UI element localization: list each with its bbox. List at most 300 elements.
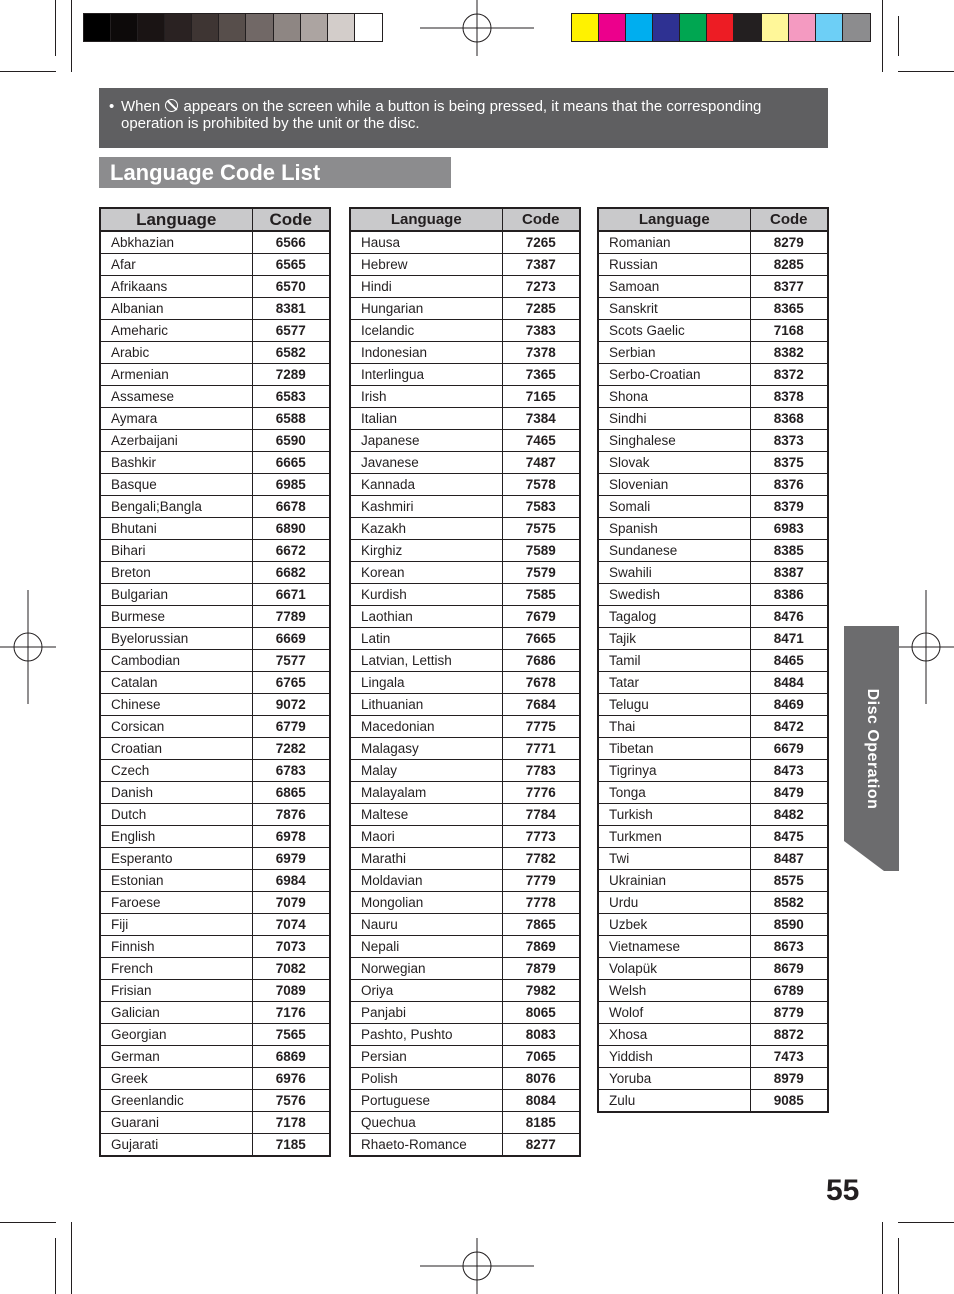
language-column-header: Language [350,208,502,231]
color-swatch [246,14,273,41]
table-row [350,958,580,980]
language-code: 7575 [502,518,580,540]
table-row [598,408,828,430]
language-code: 6588 [252,408,330,430]
color-swatch [84,14,111,41]
table-row [598,980,828,1002]
table-row [100,474,330,496]
table-row [350,320,580,342]
section-side-tab [844,626,899,871]
language-code: 8575 [750,870,828,892]
language-code: 8590 [750,914,828,936]
language-code: 8365 [750,298,828,320]
table-row [100,716,330,738]
table-row [350,606,580,628]
crop-mark [55,0,56,56]
language-name: Turkish [598,804,750,826]
language-code: 8779 [750,1002,828,1024]
language-code: 8482 [750,804,828,826]
crop-mark [0,1222,56,1223]
language-name: Croatian [100,738,252,760]
language-name: Romanian [598,231,750,254]
language-name: Lithuanian [350,694,502,716]
language-code: 6869 [252,1046,330,1068]
table-row [100,496,330,518]
language-code: 7876 [252,804,330,826]
color-swatch [572,14,599,41]
table-row [100,870,330,892]
language-name: Samoan [598,276,750,298]
language-name: Georgian [100,1024,252,1046]
language-name: Laothian [350,606,502,628]
table-row [100,606,330,628]
table-row [598,320,828,342]
language-name: Byelorussian [100,628,252,650]
language-name: Spanish [598,518,750,540]
language-name: Abkhazian [100,231,252,254]
language-code: 6577 [252,320,330,342]
table-row [598,826,828,848]
table-row [100,738,330,760]
table-row [350,848,580,870]
table-row [598,364,828,386]
table-row [350,782,580,804]
table-row [100,1024,330,1046]
language-code: 7285 [502,298,580,320]
table-row [100,760,330,782]
language-code: 7778 [502,892,580,914]
table-row [598,716,828,738]
language-code: 7879 [502,958,580,980]
language-name: Esperanto [100,848,252,870]
language-code: 7185 [275,1136,306,1152]
language-code: 7168 [750,320,828,342]
table-row [598,452,828,474]
language-code: 7073 [252,936,330,958]
registration-mark-bottom [420,1238,534,1294]
language-code: 7265 [502,231,580,254]
language-code: 7178 [252,1112,330,1134]
table-row [350,496,580,518]
language-name: Kurdish [350,584,502,606]
table-row [100,364,330,386]
language-name: Persian [350,1046,502,1068]
language-name: Swahili [598,562,750,584]
language-code: 7089 [252,980,330,1002]
language-name: Malay [350,760,502,782]
table-row [598,650,828,672]
table-row [100,452,330,474]
language-name: Moldavian [350,870,502,892]
language-name: Tagalog [598,606,750,628]
table-row [100,958,330,980]
language-code: 6985 [252,474,330,496]
language-code: 7865 [502,914,580,936]
table-row [350,231,580,254]
language-name: Catalan [100,672,252,694]
language-name: Afrikaans [100,276,252,298]
language-code-table-1 [99,207,331,1157]
language-name: Hindi [350,276,502,298]
language-code: 8472 [750,716,828,738]
language-name: Twi [598,848,750,870]
language-code: 7583 [502,496,580,518]
language-code: 8465 [750,650,828,672]
language-code: 8582 [750,892,828,914]
table-row [598,562,828,584]
language-code: 6665 [252,452,330,474]
language-name: Bashkir [100,452,252,474]
page-number: 55 [826,1174,860,1207]
table-row [100,540,330,562]
language-name: Greek [100,1068,252,1090]
table-row [100,254,330,276]
language-code: 7686 [502,650,580,672]
crop-mark [71,0,72,72]
language-code: 8473 [750,760,828,782]
table-row [100,782,330,804]
table-row [100,1046,330,1068]
language-code: 7065 [502,1046,580,1068]
language-name: Albanian [100,298,252,320]
language-code: 6682 [252,562,330,584]
language-code: 8378 [750,386,828,408]
table-row [100,936,330,958]
language-name: Cambodian [100,650,252,672]
table-row [598,342,828,364]
language-code: 8475 [750,826,828,848]
language-name: Telugu [598,694,750,716]
color-swatch [165,14,192,41]
crop-mark [71,1222,72,1294]
language-name: Somali [598,496,750,518]
language-code: 8386 [750,584,828,606]
table-row [598,276,828,298]
language-name: Swedish [598,584,750,606]
language-name: Hebrew [350,254,502,276]
registration-mark-top [420,0,534,60]
language-code: 7384 [502,408,580,430]
language-name: Danish [100,782,252,804]
language-code: 6590 [252,430,330,452]
language-code: 6582 [252,342,330,364]
table-row [598,958,828,980]
language-name: Ameharic [100,320,252,342]
language-code: 8872 [750,1024,828,1046]
language-name: Burmese [100,606,252,628]
table-row [100,914,330,936]
table-row [350,826,580,848]
language-code: 7776 [502,782,580,804]
language-name: Sundanese [598,540,750,562]
table-row [350,892,580,914]
table-row [350,562,580,584]
language-code: 6890 [252,518,330,540]
language-code: 8185 [502,1112,580,1134]
table-row [100,408,330,430]
language-name: Bihari [100,540,252,562]
section-title: Language Code List [99,157,451,188]
language-name: Sindhi [598,408,750,430]
language-column-header: Language [100,208,252,231]
language-code: 7383 [502,320,580,342]
language-code: 7779 [502,870,580,892]
language-code: 7273 [502,276,580,298]
language-name: Indonesian [350,342,502,364]
language-code: 8679 [750,958,828,980]
language-name: Armenian [100,364,252,386]
language-name: Fiji [100,914,252,936]
language-name: Galician [100,1002,252,1024]
language-code: 7789 [252,606,330,628]
language-code: 8277 [525,1136,556,1152]
table-row [100,298,330,320]
language-code: 6765 [252,672,330,694]
language-code: 8387 [750,562,828,584]
language-name: Welsh [598,980,750,1002]
language-name: Yiddish [598,1046,750,1068]
language-code: 8084 [502,1090,580,1112]
language-name: Uzbek [598,914,750,936]
language-name: Estonian [100,870,252,892]
grayscale-color-bar [83,13,383,42]
language-name: Wolof [598,1002,750,1024]
language-name: Polish [350,1068,502,1090]
language-code: 7487 [502,452,580,474]
language-code: 8382 [750,342,828,364]
language-name: Tigrinya [598,760,750,782]
language-code: 7473 [750,1046,828,1068]
table-row [350,738,580,760]
process-color-bar [571,13,871,42]
color-swatch [301,14,328,41]
color-swatch [355,14,382,41]
prohibited-operation-note [99,88,828,148]
color-swatch [274,14,301,41]
color-swatch [762,14,789,41]
table-row [350,936,580,958]
language-code: 6679 [750,738,828,760]
table-row [598,628,828,650]
table-row [350,672,580,694]
language-name: English [100,826,252,848]
language-code: 6570 [252,276,330,298]
language-code: 7982 [502,980,580,1002]
language-name: Japanese [350,430,502,452]
language-code: 7665 [502,628,580,650]
table-row [598,936,828,958]
language-code: 8285 [750,254,828,276]
table-row [100,1112,330,1134]
language-code: 7585 [502,584,580,606]
table-row [350,584,580,606]
table-row [350,254,580,276]
table-row [598,804,828,826]
language-code: 6983 [750,518,828,540]
language-code: 6678 [252,496,330,518]
language-name: Slovak [598,452,750,474]
table-row [100,1002,330,1024]
table-row [100,1068,330,1090]
language-name: Aymara [100,408,252,430]
table-row [350,716,580,738]
table-row [598,430,828,452]
table-row [350,1090,580,1112]
table-row [598,1090,828,1113]
language-name: Tamil [598,650,750,672]
language-name: Macedonian [350,716,502,738]
crop-mark [882,1222,883,1294]
registration-mark-left [0,590,56,704]
language-name: Finnish [100,936,252,958]
language-name: Vietnamese [598,936,750,958]
language-name: Hungarian [350,298,502,320]
table-row [598,760,828,782]
language-code: 6671 [252,584,330,606]
table-row [598,584,828,606]
language-code: 8279 [750,231,828,254]
table-row [100,430,330,452]
language-code: 8373 [750,430,828,452]
note-bullet: • [109,98,115,115]
crop-mark [882,0,883,72]
table-row [350,276,580,298]
language-code: 8469 [750,694,828,716]
table-row [350,1024,580,1046]
language-name: Tatar [598,672,750,694]
language-code: 6565 [252,254,330,276]
language-name: Italian [350,408,502,430]
color-swatch [192,14,219,41]
language-code: 6984 [252,870,330,892]
language-name: Nauru [350,914,502,936]
code-column-header: Code [750,208,828,231]
crop-mark [898,71,954,72]
language-code: 7565 [252,1024,330,1046]
language-name: Maltese [350,804,502,826]
language-name: Pashto, Pushto [350,1024,502,1046]
table-row [350,474,580,496]
language-name: Czech [100,760,252,782]
language-name: Rhaeto-Romance [350,1134,502,1157]
color-swatch [626,14,653,41]
language-code: 7869 [502,936,580,958]
language-name: Tajik [598,628,750,650]
language-code: 7577 [252,650,330,672]
color-swatch [816,14,843,41]
language-name: Breton [100,562,252,584]
language-name: Icelandic [350,320,502,342]
language-code: 7387 [502,254,580,276]
table-row [100,518,330,540]
crop-mark [898,16,899,56]
language-code: 8083 [502,1024,580,1046]
table-row [350,386,580,408]
color-swatch [328,14,355,41]
table-row [350,1002,580,1024]
language-code: 7176 [252,1002,330,1024]
table-row [598,231,828,254]
language-name: Serbo-Croatian [598,364,750,386]
crop-mark [898,1238,899,1294]
table-row [100,1134,330,1157]
table-row [598,672,828,694]
language-code: 8479 [750,782,828,804]
table-row [350,1112,580,1134]
code-column-header: Code [502,208,580,231]
table-row [350,628,580,650]
language-code: 7576 [252,1090,330,1112]
table-row [350,408,580,430]
language-name: French [100,958,252,980]
language-name: Xhosa [598,1024,750,1046]
language-name: Serbian [598,342,750,364]
table-row [598,496,828,518]
table-row [350,804,580,826]
table-row [350,452,580,474]
language-code: 6783 [252,760,330,782]
table-row [350,298,580,320]
language-name: Javanese [350,452,502,474]
language-code: 7074 [252,914,330,936]
language-name: Malayalam [350,782,502,804]
table-row [350,650,580,672]
language-code: 6672 [252,540,330,562]
language-name: Marathi [350,848,502,870]
language-name: Shona [598,386,750,408]
language-name: Kirghiz [350,540,502,562]
table-row [100,1090,330,1112]
table-row [100,650,330,672]
crop-mark [55,1238,56,1294]
table-row [100,584,330,606]
table-row [350,430,580,452]
table-row [100,231,330,254]
language-code: 7684 [502,694,580,716]
table-row [598,694,828,716]
table-row [100,694,330,716]
language-name: Irish [350,386,502,408]
table-row [350,1068,580,1090]
table-row [100,826,330,848]
language-code: 7578 [502,474,580,496]
crop-mark [0,71,56,72]
language-name: Tibetan [598,738,750,760]
language-name: Kashmiri [350,496,502,518]
language-name: Sanskrit [598,298,750,320]
table-row [350,760,580,782]
language-name: Tonga [598,782,750,804]
table-row [100,342,330,364]
language-name: Slovenian [598,474,750,496]
table-row [100,562,330,584]
language-name: Malagasy [350,738,502,760]
language-code: 7679 [502,606,580,628]
color-swatch [111,14,138,41]
language-name: Korean [350,562,502,584]
language-name: Gujarati [100,1134,252,1157]
table-row [350,1046,580,1068]
language-code: 6779 [252,716,330,738]
language-code: 7773 [502,826,580,848]
language-name: Latvian, Lettish [350,650,502,672]
language-code: 6789 [750,980,828,1002]
language-code: 7784 [502,804,580,826]
language-name: Kannada [350,474,502,496]
language-code: 8381 [252,298,330,320]
language-name: Frisian [100,980,252,1002]
color-swatch [734,14,761,41]
